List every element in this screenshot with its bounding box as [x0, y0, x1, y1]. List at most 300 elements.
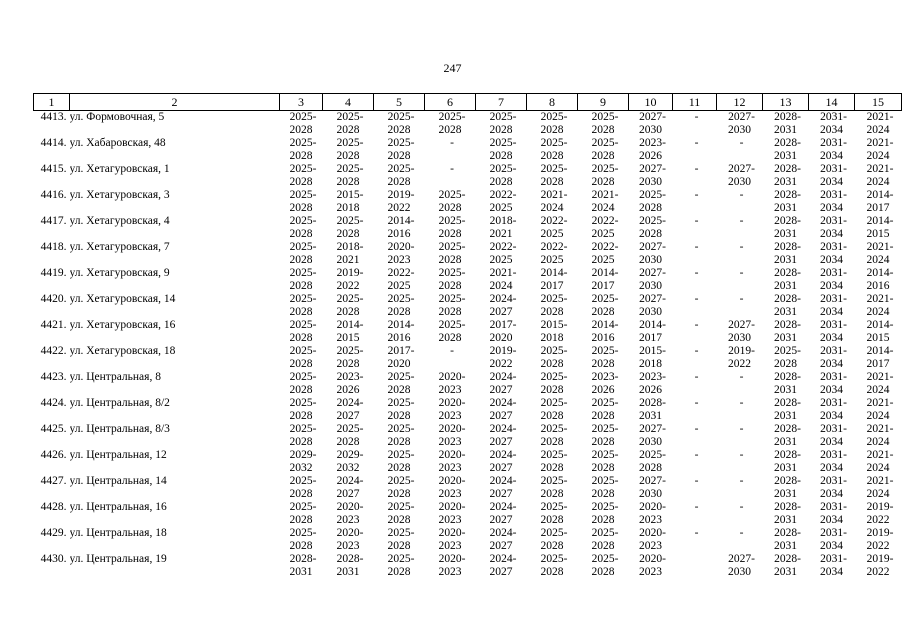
period-end: 2031 — [774, 279, 797, 292]
period-start: 2022- — [591, 215, 619, 227]
row-number: 4418. — [40, 241, 67, 253]
period-cell — [717, 475, 763, 501]
period-cell — [717, 553, 763, 579]
period-end: 2031 — [774, 331, 797, 344]
period-end: 2034 — [820, 435, 843, 448]
table-row — [34, 189, 902, 215]
period-cell — [855, 111, 902, 138]
period-end: 2028 — [387, 513, 411, 526]
period-cell — [280, 527, 323, 553]
period-start: 2020- — [336, 527, 364, 539]
period-cell — [323, 475, 374, 501]
period-end: 2028 — [438, 123, 462, 136]
period-cell — [374, 189, 425, 215]
period-cell — [673, 501, 717, 527]
period-cell — [673, 449, 717, 475]
period-end: 2034 — [820, 461, 843, 474]
period-cell — [629, 293, 673, 319]
column-header: 13 — [763, 94, 809, 111]
period-start: - — [694, 111, 699, 123]
period-cell — [578, 553, 629, 579]
period-start: 2028- — [774, 449, 801, 461]
period-start: 2028- — [336, 553, 364, 565]
period-cell — [809, 553, 855, 579]
period-end: 2028 — [387, 461, 411, 474]
period-cell — [425, 397, 476, 423]
row-number: 4422. — [40, 345, 67, 357]
period-start: 2031- — [820, 293, 847, 305]
schedule-table — [33, 93, 902, 579]
period-cell — [855, 319, 902, 345]
period-end: 2028 — [540, 513, 564, 526]
period-end: 2028 — [639, 227, 662, 240]
period-end: 2028 — [489, 175, 513, 188]
period-end: 2028 — [289, 305, 313, 318]
period-start: 2025- — [387, 137, 415, 149]
period-start: - — [694, 449, 699, 461]
row-number: 4427. — [40, 475, 67, 487]
period-start: 2028- — [774, 241, 801, 253]
period-end: 2028 — [540, 357, 564, 370]
period-start: 2024- — [489, 423, 517, 435]
period-start: 2025- — [289, 189, 317, 201]
table-row — [34, 111, 902, 138]
period-cell — [629, 137, 673, 163]
period-cell — [673, 293, 717, 319]
column-header: 2 — [70, 94, 280, 111]
period-start: - — [739, 189, 744, 201]
period-end: 2030 — [639, 435, 662, 448]
period-start: 2025- — [438, 189, 466, 201]
period-cell — [425, 371, 476, 397]
period-start: 2025- — [438, 215, 466, 227]
period-start: 2031- — [820, 319, 847, 331]
period-end: 2028 — [289, 539, 313, 552]
period-start: 2031- — [820, 163, 847, 175]
period-start: 2021- — [866, 111, 894, 123]
period-cell — [476, 501, 527, 527]
period-cell — [855, 241, 902, 267]
period-end: 2028 — [438, 279, 462, 292]
period-end: 2028 — [639, 461, 662, 474]
address-cell: ул. Хетагуровская, 16 — [69, 319, 176, 331]
period-end: 2023 — [438, 513, 462, 526]
period-end: 2026 — [639, 149, 662, 162]
period-start: - — [450, 137, 454, 149]
period-start: 2021- — [866, 475, 894, 487]
period-start: 2025- — [489, 111, 517, 123]
period-cell — [527, 449, 578, 475]
period-cell — [763, 137, 809, 163]
period-cell — [425, 553, 476, 579]
period-start: 2014- — [540, 267, 568, 279]
period-cell — [323, 319, 374, 345]
period-start: 2027- — [639, 293, 666, 305]
period-end: 2028 — [438, 331, 462, 344]
period-start: 2021- — [866, 137, 894, 149]
address-cell: ул. Центральная, 12 — [69, 449, 167, 461]
period-end: 2031 — [774, 253, 797, 266]
column-header: 10 — [629, 94, 673, 111]
period-start: 2025- — [387, 163, 415, 175]
period-start: 2014- — [387, 319, 415, 331]
address-cell: ул. Хетагуровская, 18 — [69, 345, 176, 357]
period-cell — [855, 397, 902, 423]
period-end: 2028 — [591, 357, 615, 370]
period-cell — [717, 293, 763, 319]
period-start: 2025- — [289, 501, 317, 513]
period-start: 2025- — [289, 397, 317, 409]
period-end: 2034 — [820, 253, 843, 266]
period-cell — [673, 189, 717, 215]
period-end: 2027 — [489, 461, 513, 474]
period-start: 2027- — [639, 163, 666, 175]
period-end: 2028 — [289, 175, 313, 188]
period-start: 2027- — [639, 111, 666, 123]
period-start: 2025- — [591, 137, 619, 149]
period-cell — [629, 553, 673, 579]
period-cell — [578, 293, 629, 319]
period-end: 2023 — [336, 539, 360, 552]
table-body — [34, 111, 902, 580]
period-cell — [717, 241, 763, 267]
period-start: - — [694, 319, 699, 331]
period-start: 2025- — [591, 397, 619, 409]
period-end: 2017 — [866, 357, 890, 370]
period-end: 2032 — [289, 461, 313, 474]
address-cell: ул. Центральная, 18 — [69, 527, 167, 539]
period-end: 2028 — [387, 383, 411, 396]
period-start: 2021- — [591, 189, 619, 201]
period-end: 2030 — [639, 253, 662, 266]
address-cell: ул. Центральная, 8 — [69, 371, 161, 383]
period-cell — [280, 293, 323, 319]
period-cell — [527, 475, 578, 501]
period-end: 2028 — [387, 305, 411, 318]
period-end: 2028 — [540, 435, 564, 448]
period-cell — [280, 163, 323, 189]
period-cell — [629, 319, 673, 345]
period-start: 2025- — [591, 527, 619, 539]
period-cell — [476, 241, 527, 267]
period-cell — [476, 319, 527, 345]
period-end: 2030 — [728, 565, 751, 578]
period-start: 2021- — [866, 397, 894, 409]
period-start: 2025- — [387, 293, 415, 305]
period-end: 2028 — [387, 539, 411, 552]
period-cell — [578, 501, 629, 527]
period-end: 2028 — [438, 201, 462, 214]
period-cell — [809, 137, 855, 163]
period-cell — [425, 527, 476, 553]
period-end: 2015 — [866, 227, 890, 240]
table-row — [34, 319, 902, 345]
period-start: 2025- — [289, 215, 317, 227]
period-cell — [763, 397, 809, 423]
period-cell — [323, 293, 374, 319]
period-start: 2020- — [438, 527, 466, 539]
row-number: 4428. — [40, 501, 67, 513]
period-cell — [809, 527, 855, 553]
period-cell — [809, 241, 855, 267]
period-cell — [629, 111, 673, 138]
period-cell — [673, 111, 717, 138]
period-start: 2025- — [591, 475, 619, 487]
period-end: 2015 — [866, 331, 890, 344]
period-start: 2025- — [289, 475, 317, 487]
period-start: 2025- — [387, 449, 415, 461]
period-end: 2034 — [820, 331, 843, 344]
period-end: 2016 — [866, 279, 890, 292]
period-cell — [763, 189, 809, 215]
period-start: - — [739, 241, 744, 253]
period-start: 2023- — [336, 371, 364, 383]
period-start: 2014- — [591, 319, 619, 331]
period-start: 2020- — [438, 397, 466, 409]
period-cell — [717, 423, 763, 449]
period-end: 2023 — [387, 253, 411, 266]
period-end: 2034 — [820, 201, 843, 214]
period-start: 2028- — [774, 163, 801, 175]
period-end: 2023 — [639, 513, 662, 526]
period-start: 2022- — [591, 241, 619, 253]
period-cell — [280, 267, 323, 293]
period-cell — [717, 527, 763, 553]
period-cell — [763, 371, 809, 397]
period-start: - — [694, 215, 699, 227]
period-start: - — [694, 501, 699, 513]
period-cell — [425, 241, 476, 267]
row-number: 4429. — [40, 527, 67, 539]
period-start: 2029- — [336, 449, 364, 461]
period-end: 2018 — [639, 357, 662, 370]
period-start: 2020- — [438, 501, 466, 513]
period-end: 2018 — [540, 331, 564, 344]
address-cell: ул. Центральная, 8/2 — [69, 397, 170, 409]
period-start: 2031- — [820, 449, 847, 461]
period-start: 2014- — [866, 267, 894, 279]
period-cell — [527, 137, 578, 163]
period-cell — [763, 163, 809, 189]
period-start: - — [739, 501, 744, 513]
period-end: 2022 — [489, 357, 513, 370]
period-start: 2021- — [489, 267, 517, 279]
period-start: 2027- — [639, 423, 666, 435]
period-cell — [323, 189, 374, 215]
period-start: - — [739, 423, 744, 435]
period-start: 2025- — [540, 111, 568, 123]
period-start: 2025- — [591, 423, 619, 435]
period-start: 2024- — [489, 553, 517, 565]
period-cell — [673, 553, 717, 579]
period-cell — [374, 501, 425, 527]
period-start: 2031- — [820, 345, 847, 357]
period-start: 2023- — [639, 371, 666, 383]
period-start: 2021- — [540, 189, 568, 201]
period-cell — [717, 449, 763, 475]
period-end: 2028 — [289, 331, 313, 344]
period-start: - — [450, 345, 454, 357]
period-cell — [578, 345, 629, 371]
period-start: 2025- — [540, 137, 568, 149]
row-number: 4416. — [40, 189, 67, 201]
period-cell — [763, 553, 809, 579]
period-start: 2025- — [591, 111, 619, 123]
period-start: 2031- — [820, 189, 847, 201]
period-end: 2024 — [866, 383, 890, 396]
period-start: 2027- — [639, 267, 666, 279]
period-end: 2024 — [866, 305, 890, 318]
period-start: 2019- — [866, 553, 894, 565]
period-end: 2028 — [591, 565, 615, 578]
row-number: 4424. — [40, 397, 67, 409]
period-end: 2028 — [591, 435, 615, 448]
period-end: 2027 — [489, 565, 513, 578]
period-end: 2025 — [387, 279, 411, 292]
period-cell — [527, 163, 578, 189]
period-cell — [323, 397, 374, 423]
period-cell — [629, 215, 673, 241]
period-start: 2024- — [489, 397, 517, 409]
period-start: 2024- — [489, 449, 517, 461]
period-start: 2025- — [639, 189, 666, 201]
period-start: 2025- — [289, 345, 317, 357]
period-start: 2023- — [591, 371, 619, 383]
period-end: 2024 — [866, 487, 890, 500]
period-cell — [629, 371, 673, 397]
period-start: 2028- — [774, 423, 801, 435]
row-number: 4415. — [40, 163, 67, 175]
period-end: 2025 — [540, 253, 564, 266]
period-start: 2020- — [438, 371, 466, 383]
period-start: 2025- — [438, 319, 466, 331]
period-end: 2028 — [540, 149, 564, 162]
period-end: 2023 — [438, 565, 462, 578]
period-end: 2031 — [336, 565, 360, 578]
period-cell — [425, 189, 476, 215]
period-end: 2034 — [820, 487, 843, 500]
period-end: 2028 — [591, 539, 615, 552]
period-end: 2030 — [728, 331, 751, 344]
period-start: 2025- — [639, 449, 666, 461]
column-header: 1 — [34, 94, 70, 111]
period-cell — [578, 189, 629, 215]
address-cell: ул. Формовочная, 5 — [69, 111, 165, 123]
period-end: 2031 — [774, 565, 797, 578]
period-end: 2028 — [387, 123, 411, 136]
period-cell — [673, 371, 717, 397]
period-end: 2028 — [336, 123, 360, 136]
period-start: 2019- — [866, 527, 894, 539]
period-end: 2031 — [774, 123, 797, 136]
row-number: 4413. — [40, 111, 67, 123]
period-cell — [527, 111, 578, 138]
period-end: 2030 — [639, 175, 662, 188]
period-start: 2025- — [540, 423, 568, 435]
period-cell — [374, 397, 425, 423]
period-end: 2022 — [387, 201, 411, 214]
period-end: 2034 — [820, 123, 843, 136]
period-start: 2020- — [639, 501, 666, 513]
period-end: 2023 — [438, 487, 462, 500]
period-cell — [673, 475, 717, 501]
period-cell — [280, 215, 323, 241]
period-cell — [323, 137, 374, 163]
period-cell — [280, 345, 323, 371]
period-end: 2031 — [774, 149, 797, 162]
period-cell — [280, 371, 323, 397]
period-start: 2014- — [591, 267, 619, 279]
period-start: - — [694, 163, 699, 175]
address-cell: ул. Хетагуровская, 4 — [69, 215, 170, 227]
row-number: 4430. — [40, 553, 67, 565]
column-header: 11 — [673, 94, 717, 111]
period-end: 2028 — [289, 201, 313, 214]
table-row — [34, 423, 902, 449]
period-start: 2017- — [387, 345, 415, 357]
period-start: 2017- — [489, 319, 517, 331]
period-end: 2028 — [387, 175, 411, 188]
period-cell — [425, 345, 476, 371]
period-end: 2022 — [336, 279, 360, 292]
period-start: 2014- — [866, 345, 894, 357]
period-cell — [578, 267, 629, 293]
period-start: 2031- — [820, 241, 847, 253]
period-start: 2025- — [336, 345, 364, 357]
period-cell — [476, 527, 527, 553]
period-start: - — [694, 475, 699, 487]
period-end: 2025 — [591, 227, 615, 240]
period-start: 2025- — [289, 241, 317, 253]
period-start: 2019- — [336, 267, 364, 279]
period-cell — [763, 293, 809, 319]
period-cell — [855, 553, 902, 579]
period-end: 2028 — [289, 409, 313, 422]
column-header: 3 — [280, 94, 323, 111]
column-header: 7 — [476, 94, 527, 111]
period-cell — [323, 553, 374, 579]
period-cell — [763, 449, 809, 475]
period-end: 2028 — [591, 149, 615, 162]
period-cell — [425, 319, 476, 345]
period-end: 2024 — [866, 123, 890, 136]
period-cell — [763, 319, 809, 345]
table-row — [34, 553, 902, 579]
period-start: 2019- — [728, 345, 755, 357]
period-cell — [763, 527, 809, 553]
period-end: 2034 — [820, 305, 843, 318]
period-cell — [280, 111, 323, 138]
period-start: 2025- — [336, 111, 364, 123]
period-start: 2015- — [639, 345, 666, 357]
period-start: - — [694, 527, 699, 539]
page-number: 247 — [443, 61, 462, 75]
period-start: 2028- — [774, 293, 801, 305]
period-start: 2031- — [820, 501, 847, 513]
column-header: 8 — [527, 94, 578, 111]
period-cell — [527, 501, 578, 527]
period-cell — [673, 215, 717, 241]
period-cell — [425, 137, 476, 163]
period-end: 2021 — [489, 227, 513, 240]
period-cell — [280, 553, 323, 579]
period-start: 2025- — [289, 319, 317, 331]
period-cell — [425, 423, 476, 449]
period-cell — [323, 345, 374, 371]
period-end: 2028 — [540, 383, 564, 396]
period-end: 2027 — [489, 539, 513, 552]
period-start: 2025- — [387, 553, 415, 565]
